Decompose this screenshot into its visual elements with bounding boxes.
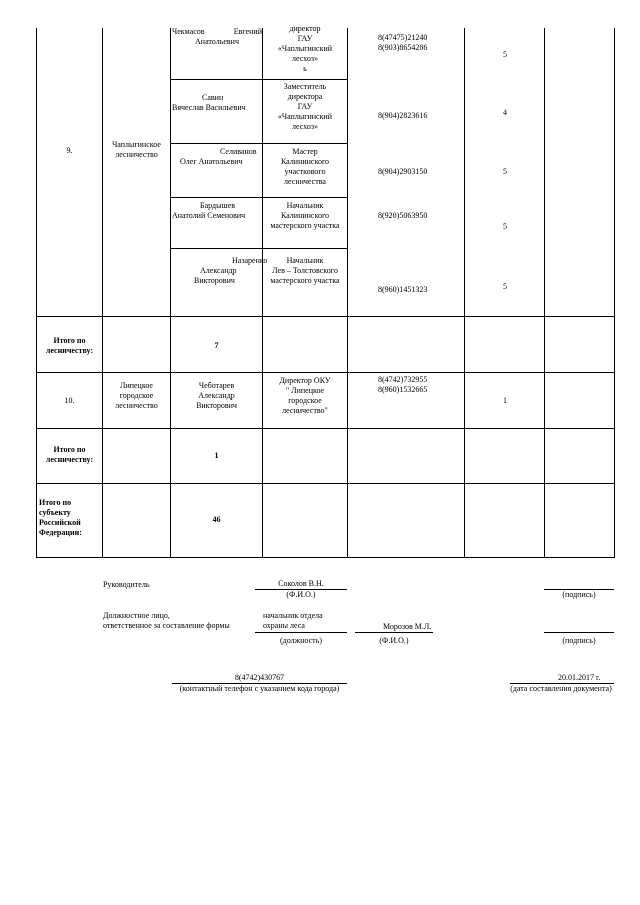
person-position: Мастер Калининского участкового лесничества bbox=[280, 147, 330, 186]
person-position: Директор ОКУ " Липецкое городское лесничество" bbox=[279, 376, 331, 415]
fio-caption: (Ф.И.О.) bbox=[379, 636, 409, 645]
document-date: 20.01.2017 г. bbox=[558, 673, 601, 682]
person-count: 5 bbox=[503, 50, 507, 59]
forestry-name: Липецкое городское лесничество bbox=[115, 381, 158, 410]
person-count: 5 bbox=[503, 222, 507, 231]
position-caption: (должность) bbox=[280, 636, 322, 645]
person-count: 5 bbox=[503, 282, 507, 291]
contact-phone: 8(4742)430767 bbox=[234, 673, 285, 682]
row-number: 9. bbox=[66, 146, 73, 155]
person-position: Начальник Лев – Толстовского мастерского участка bbox=[270, 256, 340, 285]
head-name: Соколов В.Н. bbox=[278, 579, 324, 588]
person-name: Чеботарев Александр Викторович bbox=[196, 381, 237, 410]
date-caption: (дата составления документа) bbox=[510, 684, 612, 693]
person-count: 4 bbox=[503, 108, 507, 117]
phone-caption: (контактный телефон с указанием кода города) bbox=[179, 684, 340, 693]
person-name: Назаренко Александр Викторович bbox=[194, 256, 268, 285]
total-label: Итого по лесничеству: bbox=[45, 336, 94, 355]
person-count: 1 bbox=[503, 396, 507, 405]
total-label: Итого по субъекту Российской Федерации: bbox=[39, 498, 82, 537]
person-phone: 8(960)1451323 bbox=[378, 285, 428, 294]
row-number: 10. bbox=[64, 396, 75, 405]
person-name: Селиванов Олег Анатольевич bbox=[180, 147, 257, 166]
person-position: директор ГАУ «Чаплыгинский лесхоз» ь bbox=[277, 24, 333, 73]
official-label: Должностное лицо, ответственное за составление формы bbox=[103, 611, 230, 630]
person-position: Начальник Калининского мастерского участка bbox=[270, 201, 340, 230]
head-label: Руководитель bbox=[103, 580, 150, 589]
fio-caption: (Ф.И.О.) bbox=[286, 590, 316, 599]
forestry-name: Чаплыгинское лесничество bbox=[112, 140, 161, 159]
person-position: Заместитель директора ГАУ «Чаплыгинский лесхоз» bbox=[277, 82, 333, 131]
total-value: 7 bbox=[214, 341, 219, 350]
person-name: Савин Вячеслав Васильевич bbox=[172, 93, 246, 112]
official-name: Морозов М.Л. bbox=[383, 622, 432, 631]
official-position: начальник отдела охраны леса bbox=[263, 611, 323, 630]
sign-caption: (подпись) bbox=[562, 590, 596, 599]
person-name: Бардышев Анатолий Семенович bbox=[172, 201, 246, 220]
total-value: 1 bbox=[214, 451, 219, 460]
person-phone: 8(47475)21240 8(903)8654286 bbox=[378, 33, 428, 52]
person-count: 5 bbox=[503, 167, 507, 176]
person-name: Чекмасов Евгений Анатольевич bbox=[172, 27, 262, 46]
total-value: 46 bbox=[212, 515, 221, 524]
sign-caption: (подпись) bbox=[562, 636, 596, 645]
person-phone: 8(904)2903150 bbox=[378, 167, 428, 176]
person-phone: 8(920)5063950 bbox=[378, 211, 428, 220]
person-phone: 8(4742)732955 8(960)1532665 bbox=[378, 375, 428, 394]
person-phone: 8(904)2823616 bbox=[378, 111, 428, 120]
total-label: Итого по лесничеству: bbox=[45, 445, 94, 464]
